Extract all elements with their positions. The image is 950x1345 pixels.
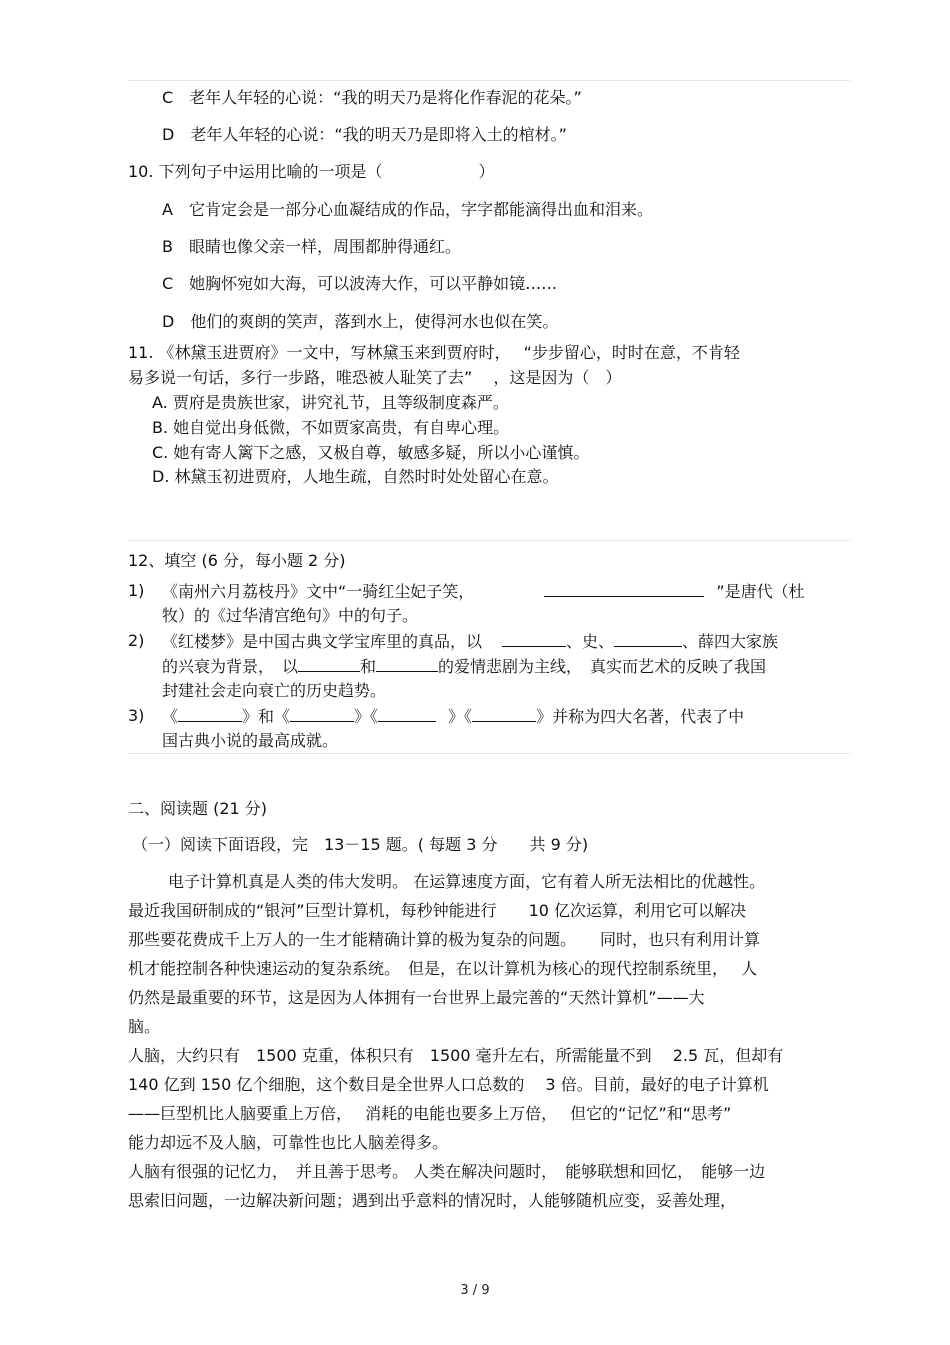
answer-blank[interactable] [378,705,436,722]
q9-option-d: D 老年人年轻的心说：“我的明天乃是即将入土的棺材。” [162,125,567,144]
answer-blank[interactable] [614,630,682,647]
answer-blank[interactable] [472,705,536,722]
q11-stem-line1: 11. 《林黛玉进贾府》一文中，写林黛玉来到贾府时， “步步留心，时时在意，不肯轻 [128,343,740,362]
passage-p2-line1: 人脑，大约只有 1500 克重，体积只有 1500 毫升左右，所需能量不到 2.5 瓦，但却有 [128,1046,784,1065]
q12-item2-text-d: 的兴衰为背景， 以 [162,657,299,676]
page-number: 3 / 9 [460,1283,490,1298]
passage-p3-line1: 人脑有很强的记忆力， 并且善于思考。 人类在解决问题时， 能够联想和回忆， 能够一边 [128,1162,766,1181]
q11-option-a: A. 贾府是贵族世家，讲究礼节，且等级制度森严。 [152,393,509,412]
passage-p1-line2: 最近我国研制成的“银河”巨型计算机，每秒钟能进行 10 亿次运算，利用它可以解决 [128,901,747,920]
q10-option-b: B 眼睛也像父亲一样，周围都肿得通红。 [162,237,461,256]
section2-title: 二、阅读题 (21 分) [128,799,268,818]
q11-option-d: D. 林黛玉初进贾府，人地生疏，自然时时处处留心在意。 [152,467,559,486]
passage-p1-line3: 那些要花费成千上万人的一生才能精确计算的极为复杂的问题。 同时，也只有利用计算 [128,930,761,949]
answer-blank[interactable] [502,630,566,647]
q12-item3-text-line2: 国古典小说的最高成就。 [162,731,339,750]
q12-item1-text-a: 《南州六月荔枝丹》文中“一骑红尘妃子笑， [162,582,475,601]
q12-item1-text [162,580,805,603]
q12-item2-text-line2 [162,655,766,678]
q12-item2-text-f: 的爱情悲剧为主线， 真实而艺术的反映了我国 [438,657,767,676]
q12-item3-text-e: 》并称为四大名著，代表了中 [536,707,745,726]
q11-stem-line2: 易多说一句话，多行一步路，唯恐被人耻笑了去” ，这是因为（ ） [128,368,622,387]
q12-item3-text-d: 》《 [448,707,473,726]
passage-p2-line3: ——巨型机比人脑要重上万倍， 消耗的电能也要多上万倍， 但它的“记忆”和“思考” [128,1104,732,1123]
q12-item3-text [162,705,744,728]
q10-option-a: A 它肯定会是一部分心血凝结成的作品，字字都能滴得出血和泪来。 [162,200,653,219]
q12-title: 12、填空 (6 分，每小题 2 分) [128,551,346,570]
q12-item2-text-c: 、薛四大家族 [682,632,779,651]
passage-p1-line4: 机才能控制各种快速运动的复杂系统。 但是，在以计算机为核心的现代控制系统里， 人 [128,959,758,978]
q12-item3-text-b: 》和《 [242,707,291,726]
q12-item3-text-a: 《 [162,707,179,726]
passage-p1-line1: 电子计算机真是人类的伟大发明。 在运算速度方面，它有着人所无法相比的优越性。 [168,872,766,891]
divider-q12-bottom [128,753,850,754]
q12-item2-text-b: 、史、 [566,632,615,651]
passage-p1-line6: 脑。 [128,1017,161,1036]
answer-blank[interactable] [178,705,242,722]
q12-item2-text [162,630,778,653]
answer-blank[interactable] [290,705,354,722]
passage-p3-line2: 思索旧问题，一边解决新问题；遇到出乎意料的情况时，人能够随机应变，妥善处理， [128,1191,737,1210]
q10-option-c: C 她胸怀宛如大海，可以波涛大作，可以平静如镜…… [162,274,558,293]
q12-item1-text-b: ”是唐代（杜 [716,582,805,601]
q10-stem: 10. 下列句子中运用比喻的一项是（ ） [128,162,495,181]
divider-top [128,80,850,81]
passage-p2-line4: 能力却远不及人脑，可靠性也比人脑差得多。 [128,1133,449,1152]
answer-blank[interactable] [376,655,438,672]
q9-option-c: C 老年人年轻的心说：“我的明天乃是将化作春泥的花朵。” [162,88,582,107]
q11-option-c: C. 她有寄人篱下之感，又极自尊，敏感多疑，所以小心谨慎。 [152,443,590,462]
q12-item2-number: 2) [128,631,145,650]
q12-item2-text-e: 和 [360,657,377,676]
answer-blank[interactable] [298,655,360,672]
q12-item2-text-a: 《红楼梦》是中国古典文学宝库里的真品，以 [162,632,483,651]
q10-option-d: D 他们的爽朗的笑声，落到水上，使得河水也似在笑。 [162,312,559,331]
q12-item3-text-c: 》《 [354,707,379,726]
q12-item1-number: 1) [128,581,145,600]
q11-option-b: B. 她自觉出身低微，不如贾家高贵，有自卑心理。 [152,418,510,437]
q12-item2-text-line3: 封建社会走向衰亡的历史趋势。 [162,681,387,700]
q12-item3-number: 3) [128,706,145,725]
divider-q12-top [128,540,850,541]
passage-p1-line5: 仍然是最重要的环节，这是因为人体拥有一台世界上最完善的“天然计算机”——大 [128,988,705,1007]
q12-item1-text-line2: 牧）的《过华清宫绝句》中的句子。 [162,606,419,625]
passage-p2-line2: 140 亿到 150 亿个细胞，这个数目是全世界人口总数的 3 倍。目前，最好的电子计算机 [128,1075,769,1094]
answer-blank[interactable] [544,580,704,597]
section2-subtitle: （一）阅读下面语段，完 13－15 题。( 每题 3 分 共 9 分) [132,835,589,854]
